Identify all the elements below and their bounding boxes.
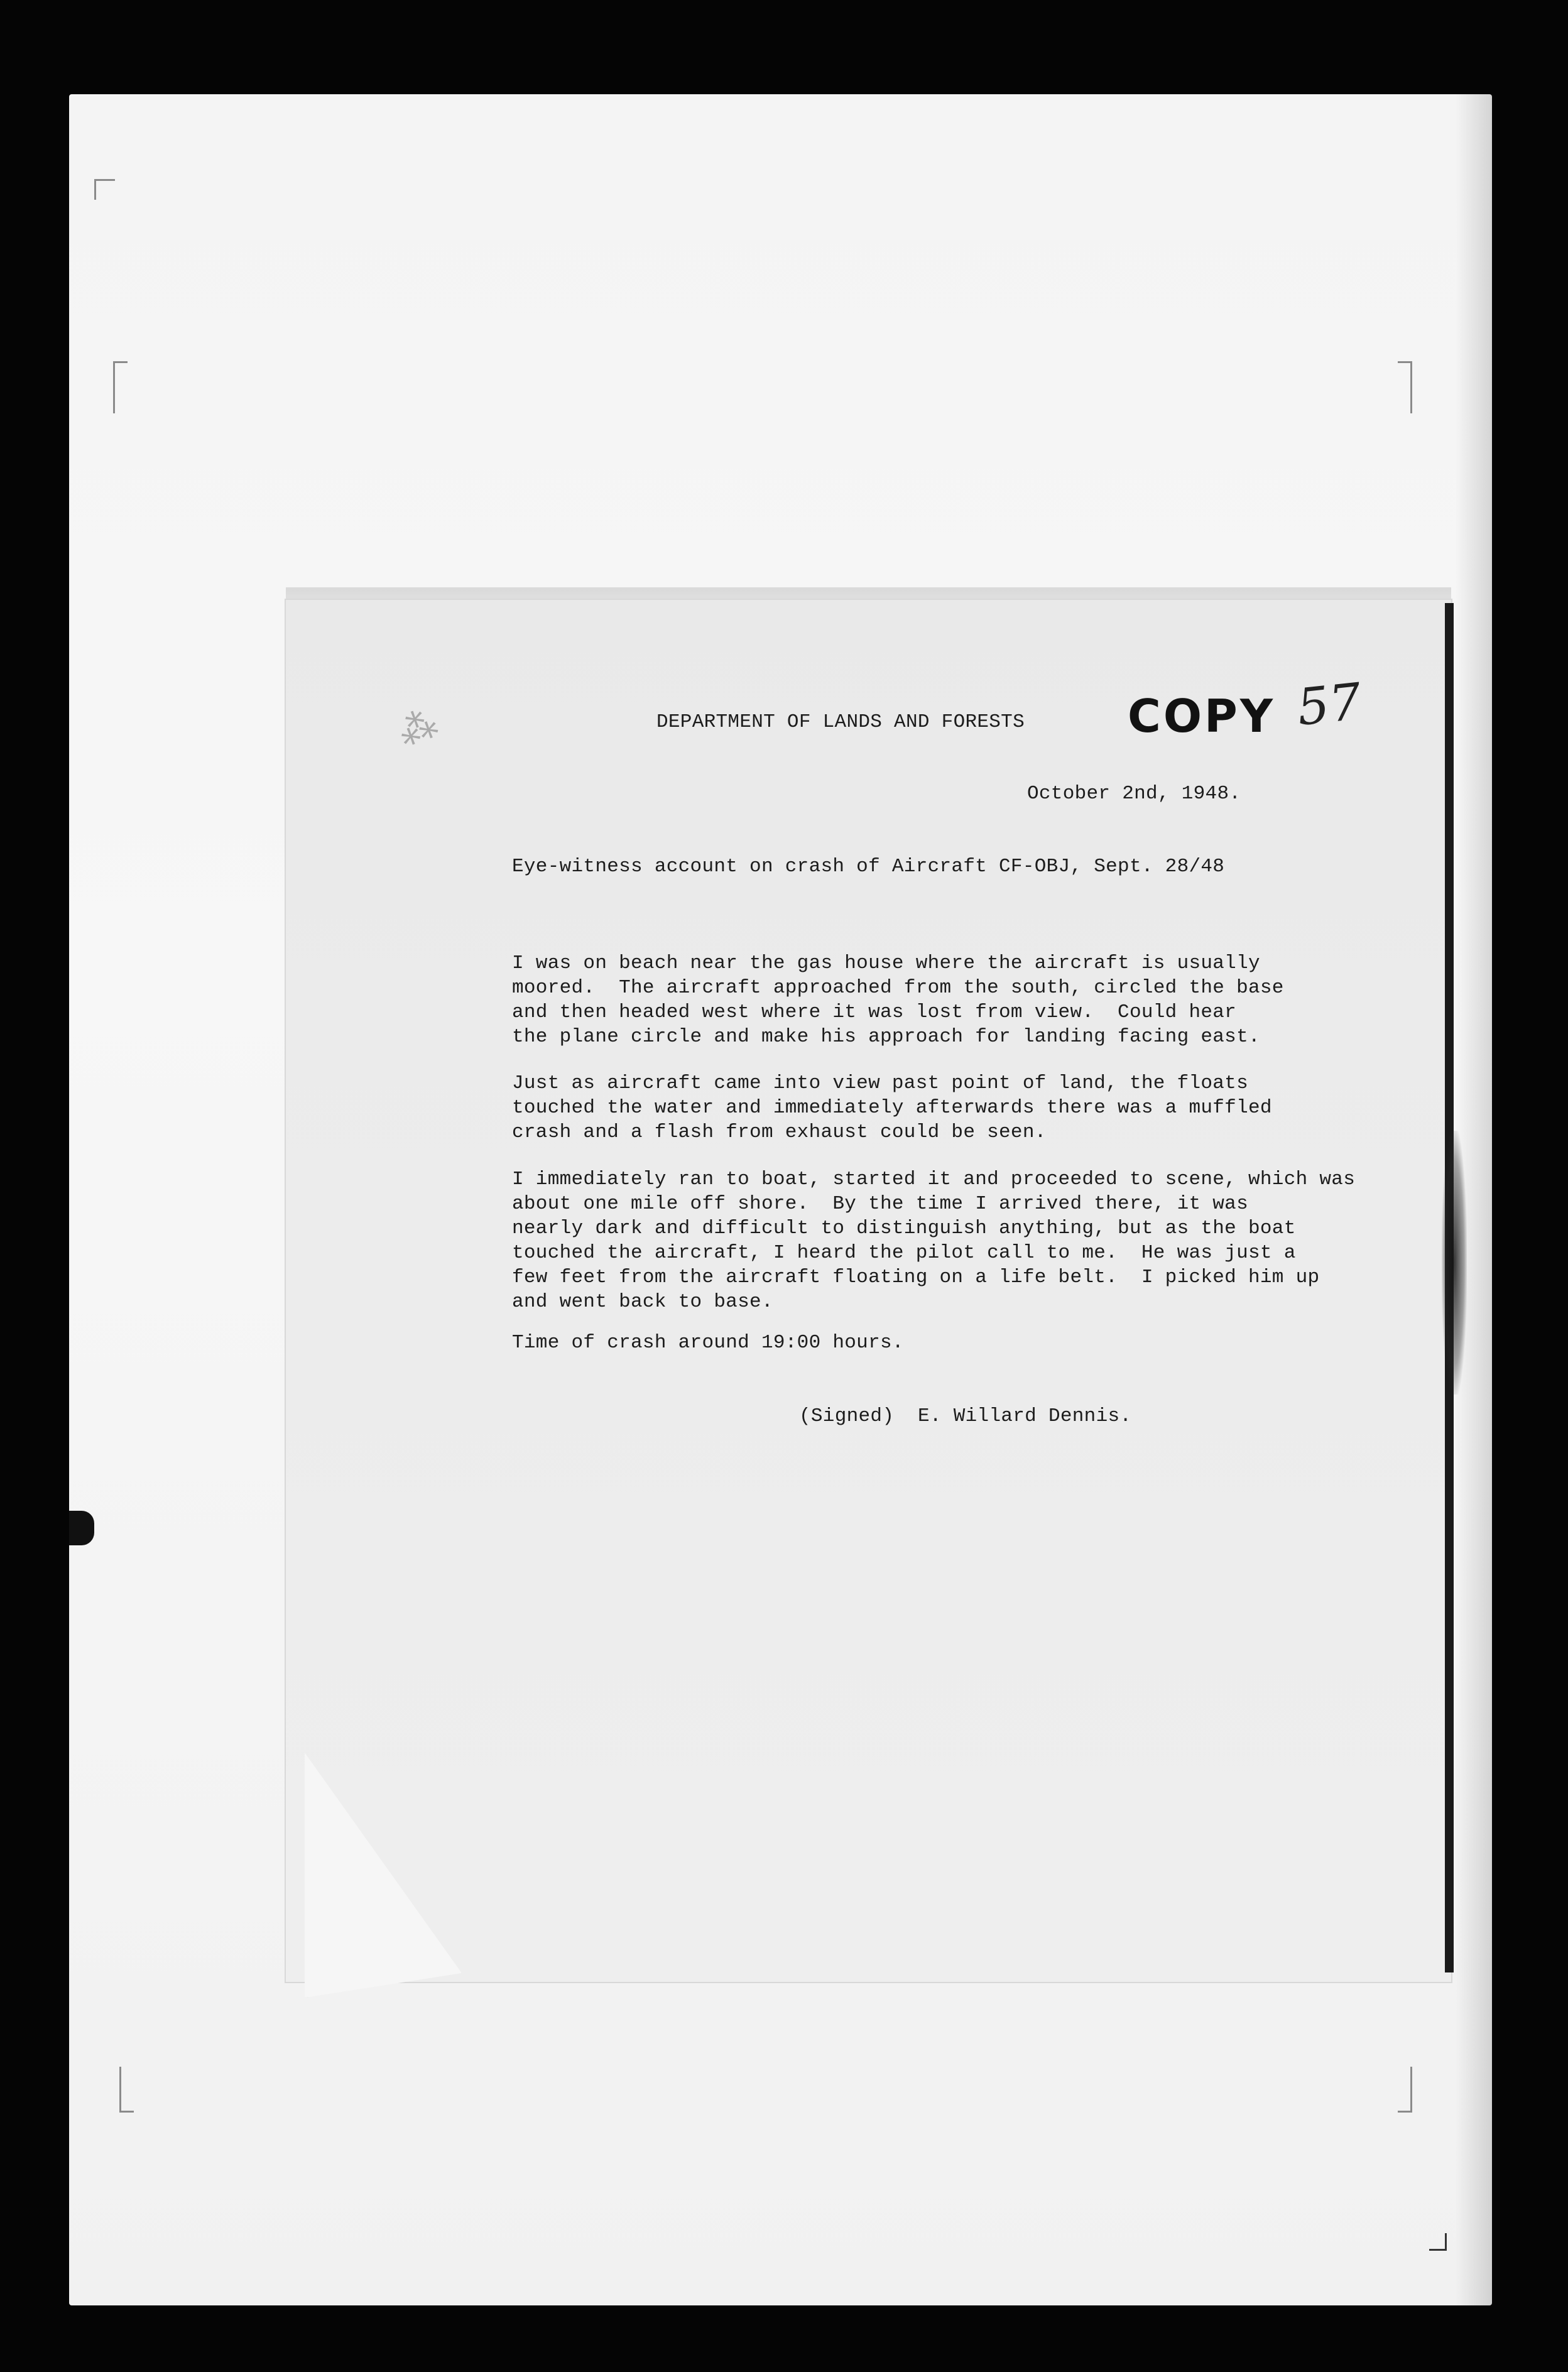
signature-line: (Signed) E. Willard Dennis. [799,1405,1132,1427]
paragraph: I was on beach near the gas house where the aircraft is usually moored. The aircraft approached from the south, circled the base and then headed west where it was lost from view. Could hear the plane circle and make his approach for landing facing east. [512,952,1284,1048]
registration-mark [94,179,115,200]
paragraph: Just as aircraft came into view past point of land, the floats touched the water and immediately afterwards there was a muffled crash and a flash from exhaust could be seen. [512,1072,1272,1143]
copy-stamp: COPY [1128,690,1275,743]
document-date: October 2nd, 1948. [1027,783,1241,805]
registration-mark [119,2067,134,2113]
film-smudge [69,1511,94,1545]
department-heading: DEPARTMENT OF LANDS AND FORESTS [656,711,1025,733]
registration-mark [1398,2067,1412,2113]
faded-stamp-mark: ⁂ [393,701,444,756]
paragraph: I immediately ran to boat, started it and proceeded to scene, which was about one mile off shore. By the time I arrived there, it was nearly dark and difficult to distinguish anything, but as the boat touched the aircraft, I heard the pilot call to me. He was just a few feet from the aircraft floating on a life belt. I picked him up and went back to base. [512,1168,1356,1313]
handwritten-page-number: 57 [1294,672,1364,737]
registration-mark [113,361,128,413]
crash-time-statement: Time of crash around 19:00 hours. [512,1332,904,1354]
registration-mark [1398,361,1412,413]
document-subject: Eye-witness account on crash of Aircraft CF-OBJ, Sept. 28/48 [512,856,1225,878]
registration-mark [1429,2233,1447,2251]
ink-smudge [1442,1131,1467,1395]
